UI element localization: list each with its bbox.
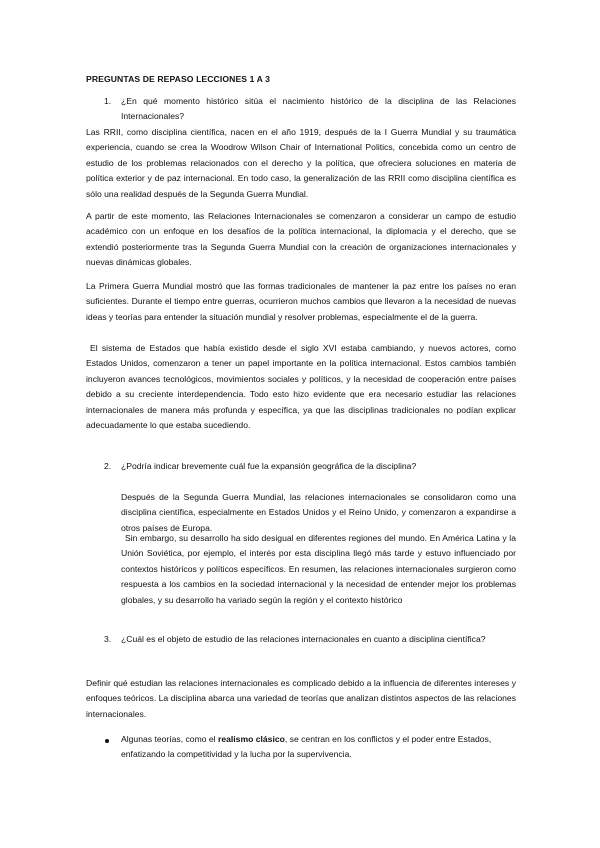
q3-answer-paragraph-1: Definir qué estudian las relaciones internacionales es complicado debido a la influencia de diferentes intereses y enfoques teóricos. La disciplina abarca una variedad de teorías que analizan distintos aspectos de las relaciones internacionales. bbox=[86, 678, 516, 719]
bullet-text-post: , se centran en los conflictos y el poder entre Estados, enfatizando la competitividad y la lucha por la supervivencia. bbox=[121, 734, 492, 760]
q1-answer-paragraph-3: La Primera Guerra Mundial mostró que las formas tradicionales de mantener la paz entre los países no eran suficientes. Durante el tiempo entre guerras, ocurrieron muchos cambios que llevaron a la necesidad de nuevas ideas y teorías para entender la situación mundial y resolver problemas, especialmente el de la guerra. bbox=[86, 281, 516, 322]
bullet-text-bold: realismo clásico bbox=[217, 734, 285, 744]
q1-answer-paragraph-2: A partir de este momento, las Relaciones Internacionales se comenzaron a considerar un campo de estudio académico con un enfoque en los desafíos de la política internacional, la diplomacia y el derecho, que se extendió posteriormente tras la Segunda Guerra Mundial con la creación de organizaciones internacionales y nuevas dinámicas globales. bbox=[86, 211, 516, 268]
bullet-dot-icon bbox=[105, 739, 109, 743]
question-2-text: ¿Podría indicar brevemente cuál fue la expansión geográfica de la disciplina? bbox=[121, 461, 417, 471]
q2-answer-paragraph-2: Sin embargo, su desarrollo ha sido desigual en diferentes regiones del mundo. En América Latina y la Unión Soviética, por ejemplo, el interés por esta disciplina llegó más tarde y estuvo influenciado por contextos históricos y políticos específicos. En resumen, las relaciones internacionales surgieron como respuesta a los cambios en la sociedad internacional y la necesidad de entender mejor los problemas globales, y su desarrollo ha variado según la región y el contexto histórico bbox=[121, 533, 516, 605]
bullet-text-pre: Algunas teorías, como el bbox=[121, 734, 218, 744]
question-3-number: 3. bbox=[104, 634, 112, 644]
q1-answer-paragraph-4: El sistema de Estados que había existido desde el siglo XVI estaba cambiando, y nuevos actores, como Estados Unidos, comenzaron a tener un papel importante en la política internacional. Estos cambios también incluyeron avances tecnológicos, movimientos sociales y políticos, y la necesidad de cooperación entre países debido a su creciente interdependencia. Todo esto hizo evidente que era necesario estudiar las relaciones internacionales de manera más profunda y específica, ya que las disciplinas tradicionales no podían explicar adecuadamente lo que estaba sucediendo. bbox=[86, 343, 516, 431]
question-3-text: ¿Cuál es el objeto de estudio de las relaciones internacionales en cuanto a disciplina científica? bbox=[121, 634, 486, 644]
q3-bullet-item bbox=[121, 732, 516, 763]
document-title: PREGUNTAS DE REPASO LECCIONES 1 A 3 bbox=[86, 74, 270, 84]
question-1-number: 1. bbox=[104, 96, 112, 106]
question-1-text: ¿En qué momento histórico sitúa el nacimiento histórico de la disciplina de las Relaciones Internacionales? bbox=[121, 96, 516, 122]
question-2-number: 2. bbox=[104, 461, 112, 471]
q2-answer-paragraph-1: Después de la Segunda Guerra Mundial, las relaciones internacionales se consolidaron como una disciplina científica, especialmente en Estados Unidos y el Reino Unido, y comenzaron a expandirse a otros países de Europa. bbox=[121, 492, 516, 533]
q1-answer-paragraph-1: Las RRII, como disciplina científica, nacen en el año 1919, después de la I Guerra Mundial y su traumática experiencia, cuando se crea la Woodrow Wilson Chair of International Politics, concebida como un centro de estudio de los problemas relacionados con el derecho y la política, que ofreciera soluciones en materia de política exterior y de paz internacional. En todo caso, la generalización de las RRII como disciplina científica es sólo una realidad después de la Segunda Guerra Mundial. bbox=[86, 127, 516, 199]
